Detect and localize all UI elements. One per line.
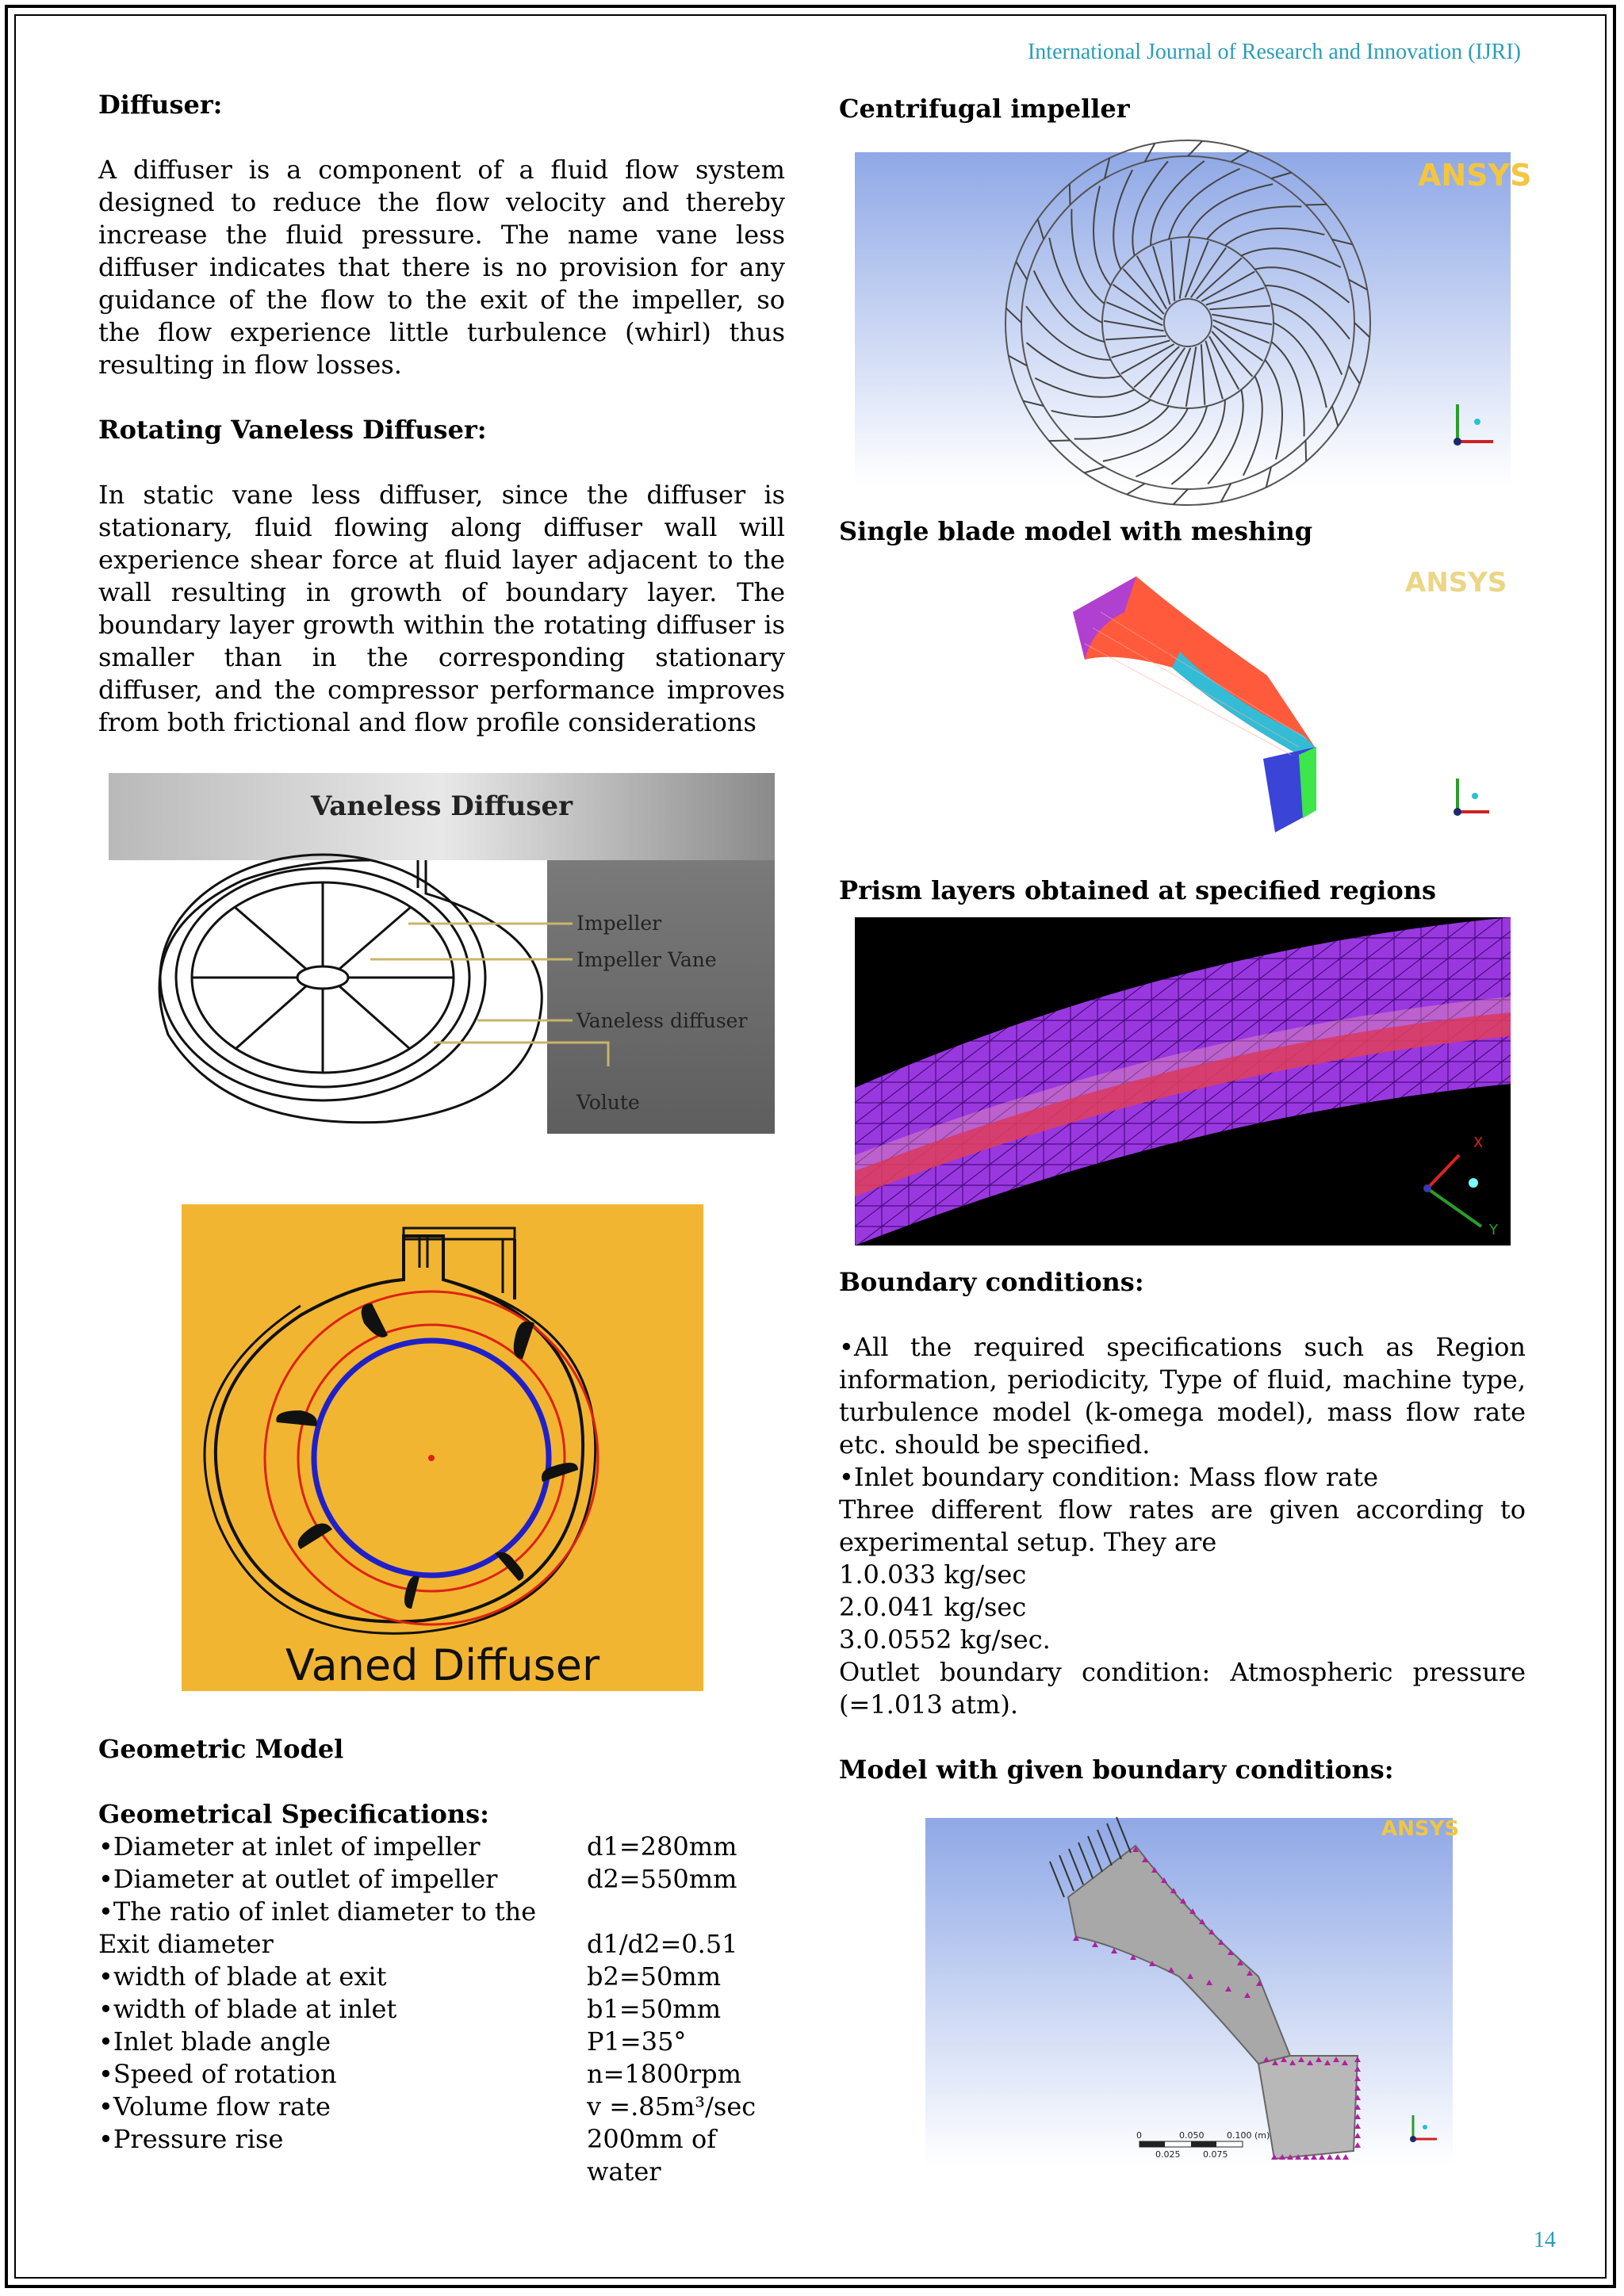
spec-row	[98, 1831, 785, 1863]
left-column	[98, 89, 785, 739]
spec-label: •Volume flow rate	[98, 2091, 331, 2122]
diffuser-heading: Diffuser:	[98, 90, 223, 120]
boundary-line-2: •Inlet boundary condition: Mass flow rate	[839, 1462, 1379, 1492]
model-heading: Model with given boundary conditions:	[839, 1755, 1394, 1785]
spec-label: •Diameter at inlet of impeller	[98, 1831, 481, 1862]
spec-value: 200mm of water	[587, 2124, 717, 2187]
prism-axis-y-label: Y	[1489, 1222, 1498, 1238]
spec-row	[98, 2026, 785, 2058]
boundary-line-1: •All the required specifications such as Region information, periodicity, Type of fluid, machine type, turbulence model (k-omega model), mass flow rate etc. should be specified.	[839, 1332, 1526, 1460]
vaneless-title: Vaneless Diffuser	[310, 790, 573, 822]
spec-row	[98, 2123, 785, 2188]
scale-label-050: 0.050	[1179, 2130, 1205, 2141]
boundary-line-3: Three different flow rates are given according to experimental setup. They are	[839, 1494, 1526, 1557]
spec-section	[98, 1733, 785, 2188]
journal-header: International Journal of Research and Innovation (IJRI)	[1027, 40, 1521, 64]
spec-heading: Geometrical Specifications:	[98, 1799, 489, 1829]
boundary-heading: Boundary conditions:	[839, 1267, 1144, 1297]
flow-rate-2: 2.0.041 kg/sec	[839, 1592, 1027, 1622]
diffuser-spoke	[1305, 440, 1306, 461]
diffuser-spoke	[1070, 184, 1071, 205]
label-volute: Volute	[576, 1091, 640, 1114]
spec-list	[98, 1831, 785, 2188]
model-ansys-logo: ANSYS	[1381, 1817, 1460, 1841]
rotating-paragraph: In static vane less diffuser, since the diffuser is stationary, fluid flowing along diffuser wall will experience shear force at fluid layer adjacent to the wall resulting in growth of boundary layer. The boundary layer growth within the rotating diffuser is smaller than in the corresponding stationary diffuser, and the compressor performance improves from both frictional and flow profile considerations	[98, 480, 785, 737]
boundary-section	[839, 1266, 1526, 1786]
spec-value: d1=280mm	[587, 1831, 737, 1862]
scale-label-025: 0.025	[1155, 2149, 1181, 2160]
scale-label-0: 0	[1136, 2130, 1142, 2141]
flow-rate-3: 3.0.0552 kg/sec.	[839, 1624, 1051, 1655]
spec-value: d1/d2=0.51	[587, 1929, 738, 1959]
rotating-heading: Rotating Vaneless Diffuser:	[98, 415, 487, 445]
spec-label: •Pressure rise	[98, 2124, 284, 2154]
spec-row	[98, 1896, 785, 1928]
vaneless-diffuser-figure	[109, 773, 775, 1134]
spec-label: Exit diameter	[98, 1929, 274, 1959]
diffuser-paragraph: A diffuser is a component of a fluid flow system designed to reduce the flow velocity and thereby increase the fluid pressure. The name vane less diffuser indicates that there is no provision for any guidance of the flow to the exit of the impeller, so the flow experience little turbulence (whirl) thus resulting in flow losses.	[98, 155, 785, 380]
geometric-model-heading: Geometric Model	[98, 1734, 344, 1764]
spec-label: •Speed of rotation	[98, 2059, 337, 2089]
page-number: 14	[1534, 2228, 1556, 2252]
impeller-heading: Centrifugal impeller	[839, 94, 1130, 124]
spec-label: •width of blade at inlet	[98, 1994, 397, 2024]
scale-label-075: 0.075	[1203, 2149, 1228, 2160]
spec-value: b2=50mm	[587, 1961, 722, 1992]
spec-label: •Inlet blade angle	[98, 2026, 331, 2057]
vaned-diffuser-figure	[182, 1204, 703, 1691]
spec-row	[98, 1928, 785, 1961]
diffuser-spoke	[1049, 440, 1071, 441]
spec-value: P1=35°	[587, 2026, 687, 2057]
single-blade-figure	[855, 564, 1511, 836]
prism-heading: Prism layers obtained at specified regions	[839, 875, 1437, 905]
blade-ansys-logo: ANSYS	[1405, 567, 1507, 599]
spec-label: •Diameter at outlet of impeller	[98, 1864, 498, 1894]
label-vaneless-diffuser: Vaneless diffuser	[576, 1009, 748, 1032]
spec-value: v =.85m³/sec	[587, 2091, 756, 2122]
prism-layers-figure	[855, 917, 1511, 1246]
spec-value: b1=50mm	[587, 1994, 722, 2024]
boundary-model-figure	[925, 1817, 1460, 2167]
spec-row	[98, 2058, 785, 2091]
spec-label: •width of blade at exit	[98, 1961, 387, 1992]
blade-heading: Single blade model with meshing	[839, 516, 1313, 546]
spec-label: •The ratio of inlet diameter to the	[98, 1896, 537, 1927]
spec-row	[98, 1993, 785, 2026]
scale-label-100: 0.100 (m)	[1227, 2130, 1270, 2141]
centrifugal-impeller-figure	[855, 152, 1532, 485]
flow-rate-1: 1.0.033 kg/sec	[839, 1559, 1027, 1590]
spec-value	[587, 1896, 785, 1928]
label-impeller-vane: Impeller Vane	[576, 948, 717, 971]
impeller-ansys-logo: ANSYS	[1418, 158, 1532, 193]
spec-value: n=1800rpm	[587, 2059, 741, 2089]
outlet-condition: Outlet boundary condition: Atmospheric pressure (=1.013 atm).	[839, 1657, 1526, 1720]
spec-row	[98, 1961, 785, 1993]
spec-row	[98, 2091, 785, 2123]
spec-row	[98, 1863, 785, 1896]
prism-axis-x-label: X	[1473, 1135, 1484, 1151]
spec-value: d2=550mm	[587, 1864, 737, 1894]
vaned-title: Vaned Diffuser	[285, 1640, 600, 1690]
label-impeller: Impeller	[576, 912, 662, 935]
